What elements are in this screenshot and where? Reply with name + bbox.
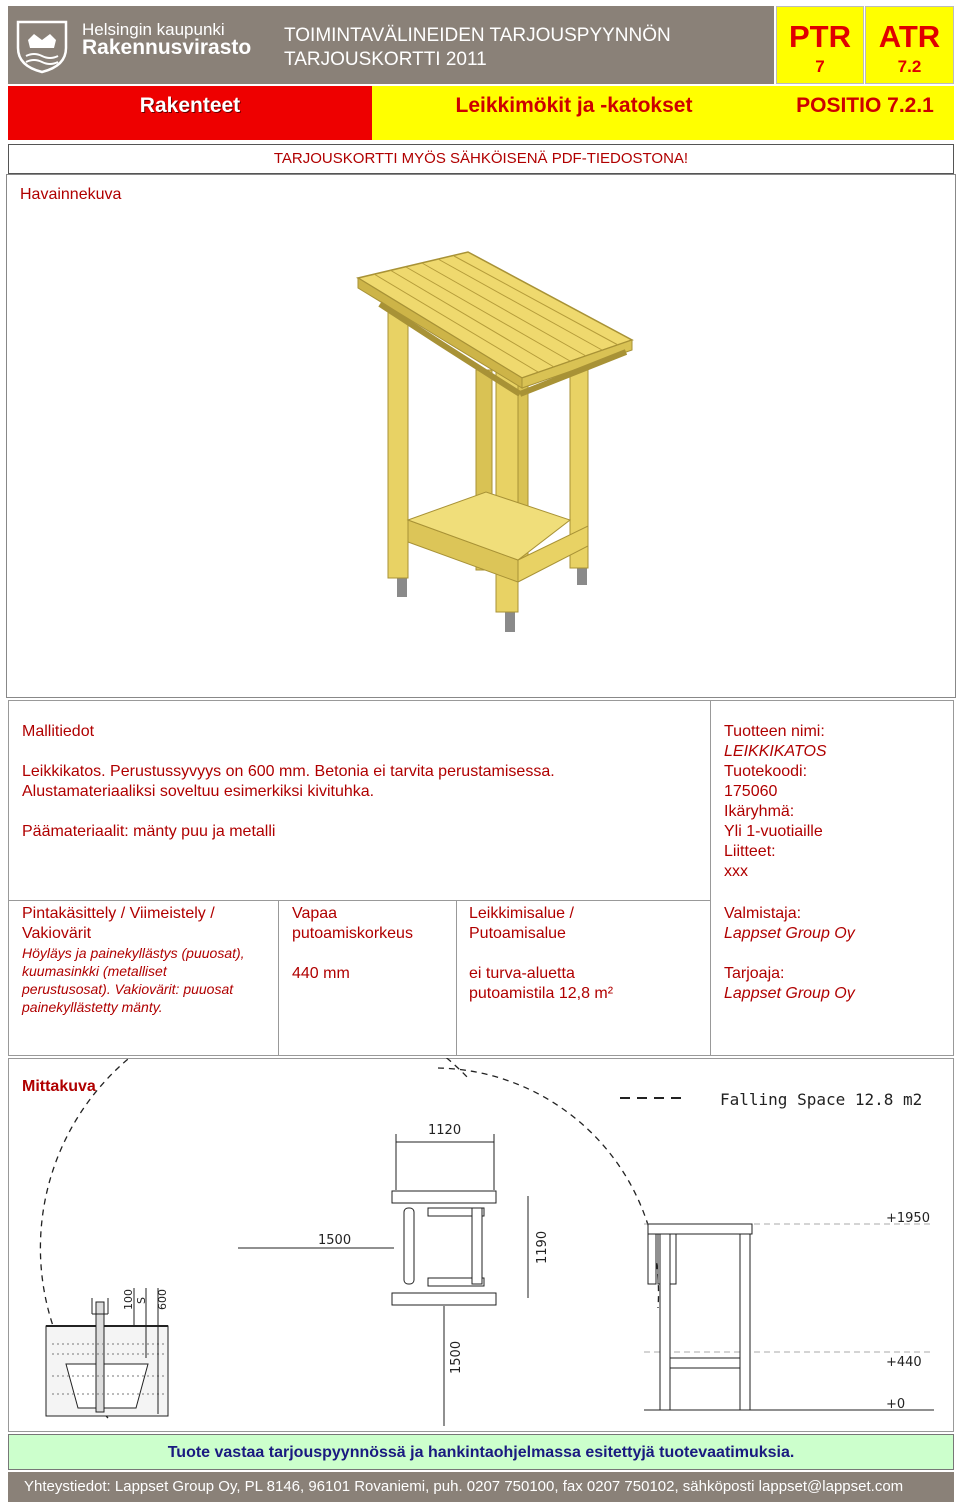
model-info-heading: Mallitiedot (22, 723, 95, 740)
finish-text-1: Höyläys ja painekyllästys (puuosat), (22, 945, 245, 961)
requirements-note: Tuote vastaa tarjouspyynnössä ja hankintaohjelmassa esitettyjä tuotevaatimuksia. (8, 1434, 954, 1470)
section-label: Rakenteet (8, 86, 372, 140)
fall-height-heading-1: Vapaa (292, 905, 338, 922)
divider (278, 900, 279, 1056)
dimension-depth: 1190 (535, 1230, 550, 1264)
model-info-line-1: Leikkikatos. Perustussyvyys on 600 mm. Betonia ei tarvita perustamisessa. (22, 763, 555, 780)
play-area-value-1: ei turva-aluetta (469, 965, 575, 982)
finish-heading-2: Vakiovärit (22, 925, 92, 942)
divider (710, 700, 711, 1056)
legend-text: Falling Space 12.8 m2 (720, 1090, 923, 1109)
side-elevation (644, 1224, 934, 1410)
ptr-box (776, 6, 864, 84)
product-name: LEIKKIKATOS (724, 743, 827, 760)
foundation-detail (46, 1288, 168, 1416)
contact-info: Yhteystiedot: Lappset Group Oy, PL 8146, 96101 Rovaniemi, puh. 0207 750100, fax 0207 750102, sähköposti lappset@lappset.com (8, 1472, 954, 1502)
play-area-heading-2: Putoamisalue (469, 925, 566, 942)
ptr-value: 7 (815, 57, 825, 76)
ptr-label: PTR (789, 19, 851, 54)
product-name-label: Tuotteen nimi: (724, 723, 825, 740)
elevation-top: +1950 (886, 1211, 930, 1226)
shelter-illustration (300, 230, 660, 650)
bidder-label: Tarjoaja: (724, 965, 785, 982)
atr-box (865, 6, 954, 84)
dimension-side: 1500 (318, 1233, 352, 1248)
plan-view (392, 1191, 496, 1305)
brand-line-1: Helsingin kaupunki (82, 20, 225, 39)
finish-text-4: painekyllästetty mänty. (22, 999, 163, 1015)
drawing-label: Mittakuva (22, 1078, 96, 1095)
supplier-info (724, 904, 950, 1004)
play-area-value-2: putoamistila 12,8 m² (469, 985, 614, 1002)
dimension-width: 1120 (428, 1123, 462, 1138)
position-label: POSITIO 7.2.1 (776, 86, 954, 140)
play-area-info (469, 904, 705, 1004)
model-info (22, 722, 702, 842)
fall-height-heading-2: putoamiskorkeus (292, 925, 413, 942)
finish-text-3: perustusosat). Vakiovärit: puuosat (22, 981, 234, 997)
brand-line-2: Rakennusvirasto (82, 36, 252, 59)
dimension-bottom: 1500 (449, 1340, 464, 1374)
fall-height-value: 440 mm (292, 965, 350, 982)
foundation-dim-s: S (135, 1297, 148, 1304)
product-info (724, 722, 950, 882)
document-title (284, 24, 671, 72)
product-code: 175060 (724, 783, 778, 800)
foundation-dim-100: 100 (122, 1289, 135, 1310)
dimension-drawing (8, 1058, 954, 1432)
bidder: Lappset Group Oy (724, 985, 855, 1002)
model-info-line-2: Alustamateriaaliksi soveltuu esimerkiksi kivituhka. (22, 783, 375, 800)
post-front-left (388, 310, 408, 578)
divider (456, 900, 457, 1056)
finish-heading-1: Pintakäsittely / Viimeistely / (22, 905, 215, 922)
elevation-mid: +440 (886, 1355, 922, 1370)
elevation-zero: +0 (886, 1397, 906, 1412)
document-title-line-1: TOIMINTAVÄLINEIDEN TARJOUSPYYNNÖN (284, 25, 671, 46)
atr-label: ATR (878, 19, 941, 54)
manufacturer-label: Valmistaja: (724, 905, 802, 922)
illustration-label: Havainnekuva (20, 186, 122, 203)
atr-value: 7.2 (897, 57, 922, 76)
pdf-notice: TARJOUSKORTTI MYÖS SÄHKÖISENÄ PDF-TIEDOSTONA! (8, 144, 954, 174)
product-group-label: Leikkimökit ja -katokset (372, 86, 776, 140)
divider (8, 900, 710, 901)
age-group-label: Ikäryhmä: (724, 803, 795, 820)
fall-height-info (292, 904, 452, 984)
falling-space-outline (438, 1068, 659, 1308)
city-crest-icon (14, 18, 70, 74)
finish-info (22, 904, 272, 1016)
age-group: Yli 1-vuotiaille (724, 823, 823, 840)
model-info-materials: Päämateriaalit: mänty puu ja metalli (22, 823, 276, 840)
manufacturer: Lappset Group Oy (724, 925, 855, 942)
finish-text-2: kuumasinkki (metalliset (22, 963, 167, 979)
play-area-heading-1: Leikkimisalue / (469, 905, 574, 922)
foundation-dim-600: 600 (156, 1289, 169, 1310)
document-title-line-2: TARJOUSKORTTI 2011 (284, 49, 487, 70)
attachments: xxx (724, 863, 748, 880)
product-code-label: Tuotekoodi: (724, 763, 808, 780)
attachments-label: Liitteet: (724, 843, 776, 860)
